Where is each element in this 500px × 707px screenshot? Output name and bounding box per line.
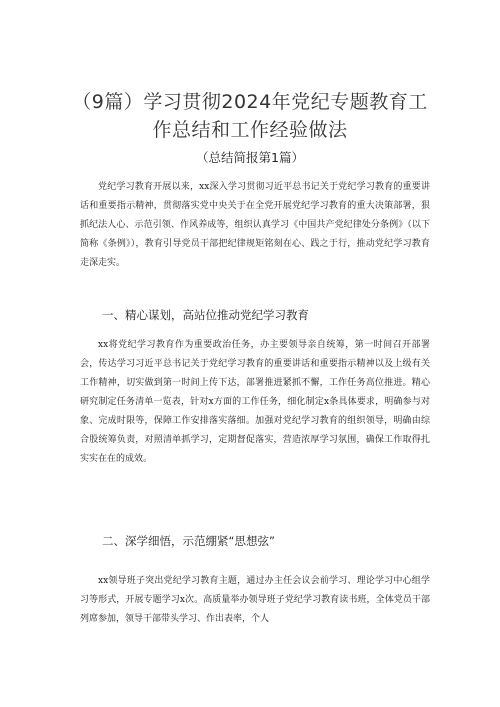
paragraph-intro: 党纪学习教育开展以来，xx深入学习贯彻习近平总书记关于党纪学习教育的重要讲话和重要指示精神，贯彻落实党中央关于在全党开展党纪学习教育的重大决策部署，狠抓纪法人心、示范引领、作风养成等，组织认真学习《中国共产党纪律处分条例》（以下简称《条例》），教育引导党员干部把纪律规矩铭刻在心、践之于行，推动党纪学习教育走深走实。 [80, 182, 430, 268]
document-subtitle: （总结简报第1篇） [196, 150, 304, 165]
section-heading-1: 一、精心谋划，高站位推动党纪学习教育 [102, 308, 309, 322]
document-title [0, 88, 500, 144]
title-line-1: （9篇）学习贯彻2024年党纪专题教育工 [72, 91, 428, 113]
title-line-2: 作总结和工作经验做法 [152, 119, 348, 141]
section-heading-2: 二、深学细悟，示范绷紧“思想弦” [102, 534, 275, 548]
paragraph-section-2: xx领导班子突出党纪学习教育主题，通过办主任会议会前学习、理论学习中心组学习等形式，开展专题学习x次。高质量举办领导班子党纪学习教育读书班，全体党员干部列席参加，领导干部带头学习、作出表率，个人 [80, 576, 430, 624]
paragraph-section-1: xx将党纪学习教育作为重要政治任务，办主要领导亲自统筹，第一时间召开部署会，传达学习习近平总书记关于党纪学习教育的重要讲话和重要指示精神以及上级有关工作精神，切实做到第一时间上传下达，部署推进紧抓不懈，工作任务高位推进。精心研究制定任务清单一览表，针对x方面的工作任务，细化制定x条具体要求，明确参与对象、完成时限等，保障工作安排落实落细。加强对党纪学习教育的组织领导，明确由综合股统筹负责，对照清单抓学习，定期督促落实，营造浓厚学习氛围，确保工作取得扎实实在在的成效。 [80, 340, 430, 464]
